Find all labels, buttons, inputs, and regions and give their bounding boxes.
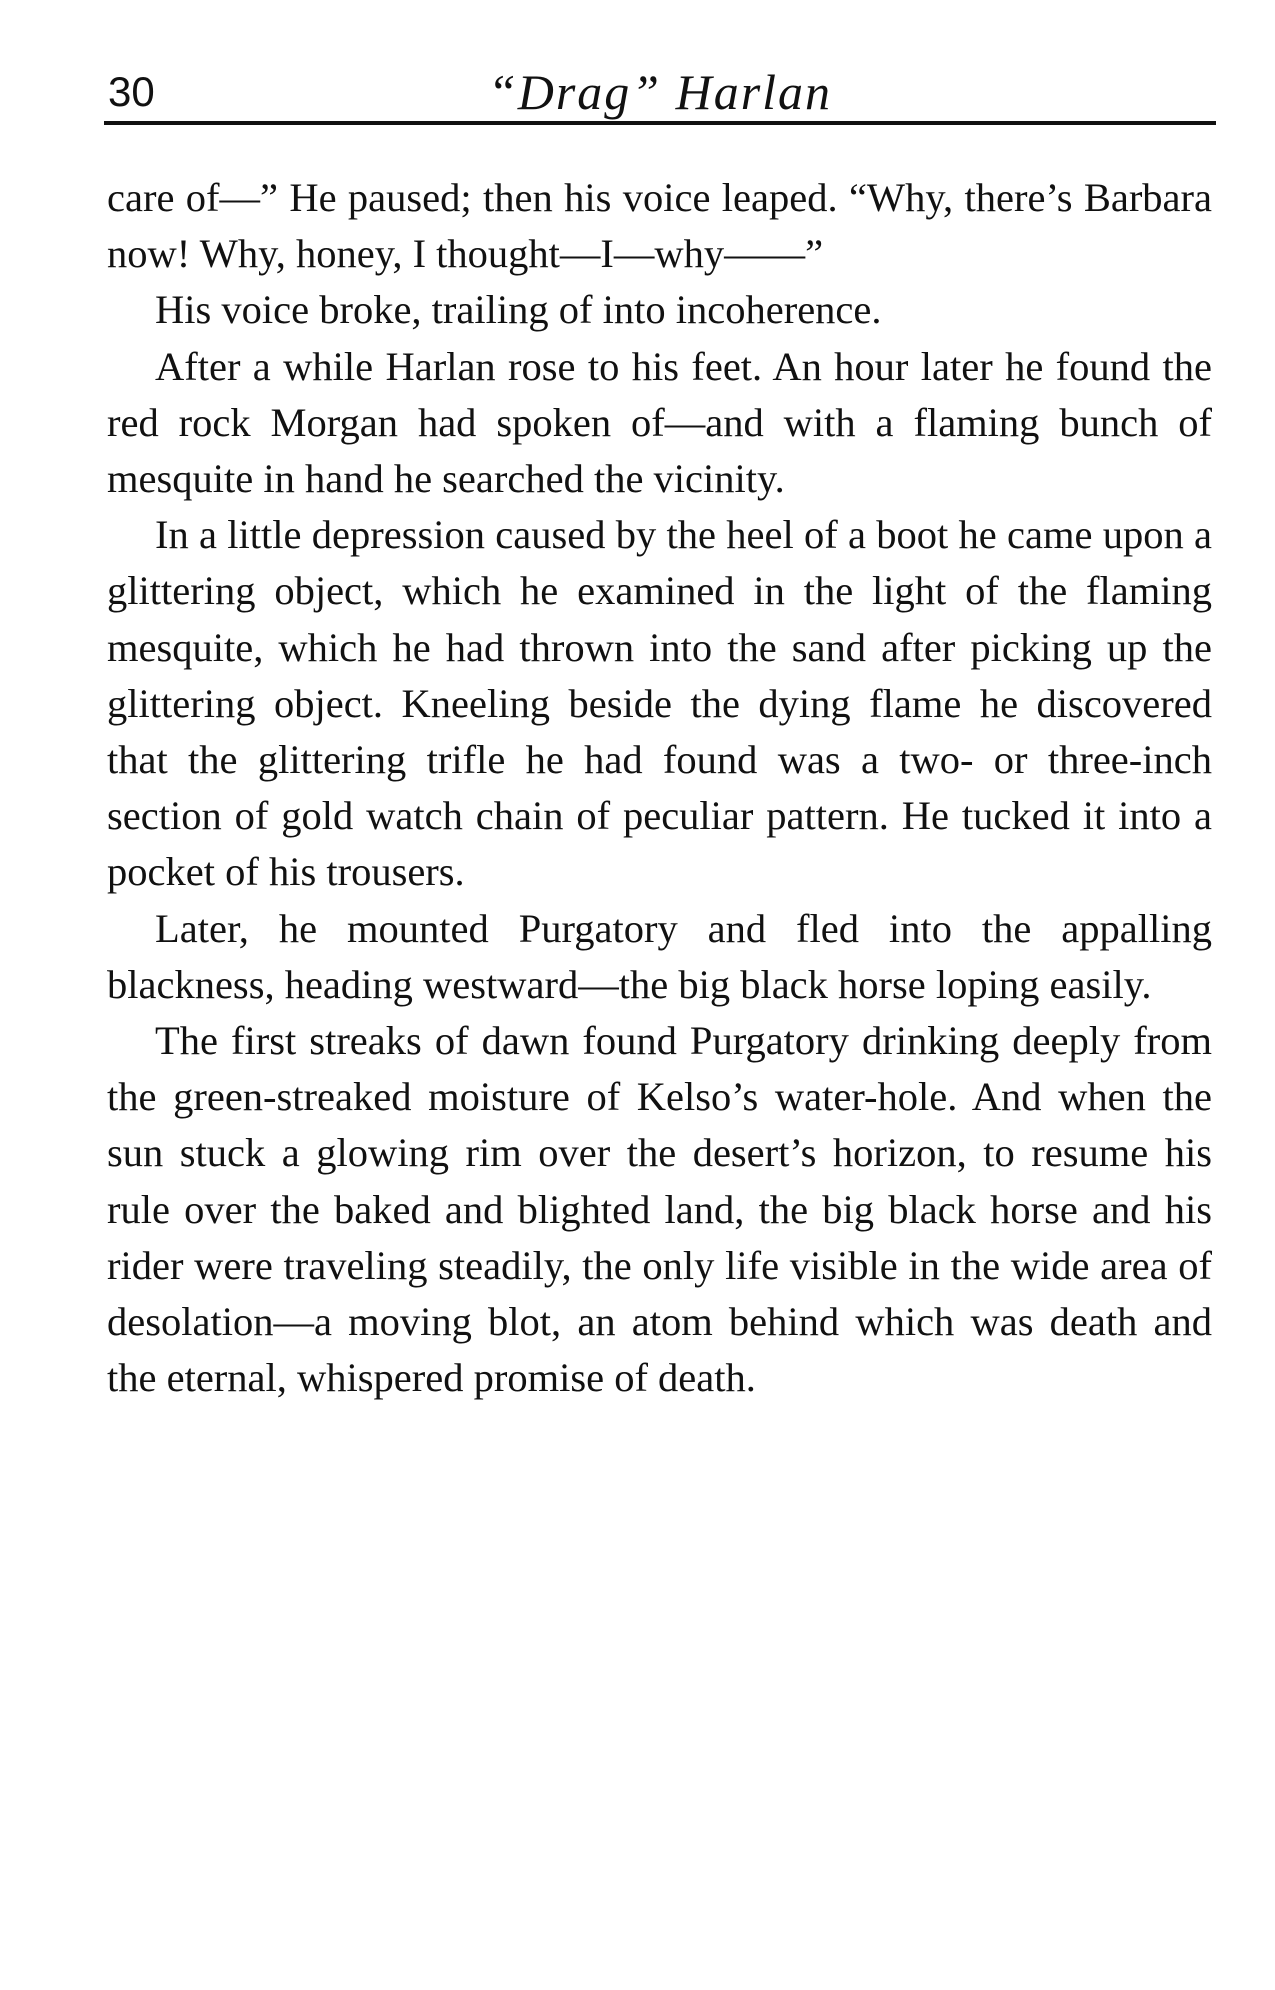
paragraph: In a little depression caused by the heel of a boot he came upon a glittering object, which he examined in the light of the flaming mesquite, which he had thrown into the sand after picking up the glittering object. Kneeling beside the dying flame he discovered that the glittering trifle he had found was a two- or three-inch section of gold watch chain of peculiar pattern. He tucked it into a pocket of his trousers. <box>107 512 1212 895</box>
header-rule <box>104 121 1216 125</box>
page-header <box>104 62 1216 122</box>
body-text <box>107 170 1212 1406</box>
paragraph: The first streaks of dawn found Purgatory drinking deeply from the green-streaked moisture of Kelso’s water-hole. And when the sun stuck a glowing rim over the desert’s horizon, to resume his rule over the baked and blighted land, the big black horse and his rider were traveling steadily, the only life visible in the wide area of desolation—a moving blot, an atom behind which was death and the eternal, whispered promise of death. <box>107 1018 1212 1401</box>
paragraph: After a while Harlan rose to his feet. An hour later he found the red rock Morgan had spoken of—and with a flaming bunch of mesquite in hand he searched the vicinity. <box>107 343 1212 502</box>
running-title: “Drag” Harlan <box>487 64 833 120</box>
paragraph: Later, he mounted Purgatory and fled into the appalling blackness, heading westward—the big black horse loping easily. <box>107 905 1212 1007</box>
page-number: 30 <box>108 68 155 115</box>
paragraph: His voice broke, trailing of into incoherence. <box>155 287 882 333</box>
paragraph-continuation: care of—” He paused; then his voice leaped. “Why, there’s Barbara now! Why, honey, I thought—I—why——” <box>107 175 1212 277</box>
